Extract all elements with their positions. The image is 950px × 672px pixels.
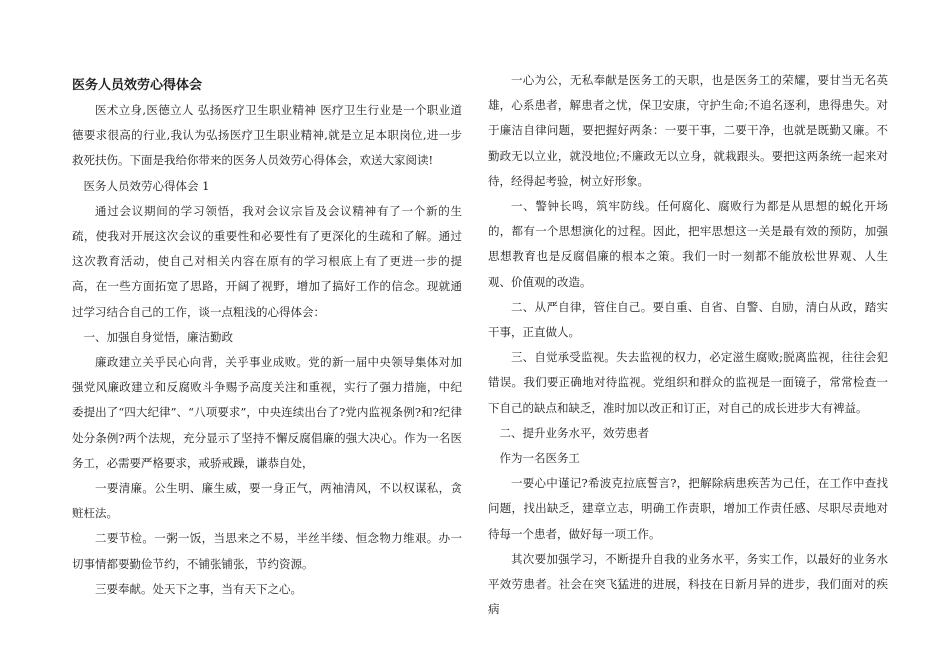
subheading: 一、加强自身觉悟，廉洁勤政 xyxy=(83,329,233,344)
subheading: 作为一名医务工 xyxy=(499,451,580,466)
document-title: 医务人员效劳心得体会 xyxy=(72,78,203,93)
paragraph: 廉政建立关乎民心向背，关乎事业成败。党的新一届中央领导集体对加强党风廉政建立和反腐败斗争赐予高度关注和重视，实行了强力措施，中纪委提出了“四大纪律”、“八项要求”，中央连续出台了?党内监视条例?和?纪律处分条例?两个法规，充分显示了坚持不懈反腐倡廉的强大决心。作为一名医务工，必需要严格要求，戒骄戒躁，谦恭自处， xyxy=(72,355,462,470)
paragraph: 通过会议期间的学习领悟，我对会议宗旨及会议精神有了一个新的生疏，使我对开展这次会议的重要性和必要性有了更深化的生疏和了解。通过这次教育活动，使自己对相关内容在原有的学习根底上有了更进一步的提高，在一些方面拓宽了思路，开阔了视野，增加了搞好工作的信念。现就通过学习结合自己的工作，谈一点粗浅的心得体会： xyxy=(72,203,462,319)
intro-paragraph: 医术立身,医德立人 弘扬医疗卫生职业精神 医疗卫生行业是一个职业道德要求很高的行业,我认为弘扬医疗卫生职业精神,就是立足本职岗位,进一步救死扶伤。下面是我给你带来的医务人员效劳心得体会，欢送大家阅读! xyxy=(72,103,462,168)
paragraph: 一要心中谨记?希波克拉底誓言?，把解除病患疾苦为己任，在工作中查找问题，找出缺乏，建章立志，明确工作责职，增加工作责任感、尽职尽责地对待每一个患者，做好每一项工作。 xyxy=(488,476,888,541)
paragraph: 二、从严自律，管住自己。要自重、自省、自警、自励，清白从政，踏实干事，正直做人。 xyxy=(488,299,888,340)
section-title: 医务人员效劳心得体会 1 xyxy=(83,178,210,193)
paragraph: 其次要加强学习，不断提升自我的业务水平，务实工作，以最好的业务水平效劳患者。社会在突飞猛进的进展，科技在日新月异的进步，我们面对的疾病 xyxy=(488,551,888,617)
paragraph: 一心为公，无私奉献是医务工的天职，也是医务工的荣耀，要甘当无名英雄，心系患者，解患者之忧，保卫安康，守护生命;不追名逐利，患得患失。对于廉洁自律问题，要把握好两条：一要干事，二要干净，也就是既勤又廉。不勤政无以立业，就没地位;不廉政无以立身，就栽跟头。要把这两条统一起来对待，经得起考验，树立好形象。 xyxy=(488,73,888,188)
paragraph: 一、警钟长鸣，筑牢防线。任何腐化、腐败行为都是从思想的蜕化开场的，都有一个思想演化的过程。因此，把牢思想这一关是最有效的预防，加强思想教育也是反腐倡廉的根本之策。我们一时一刻都不能放松世界观、人生观、价值观的改造。 xyxy=(488,199,888,289)
paragraph: 三、自觉承受监视。失去监视的权力，必定滋生腐败;脱离监视，往往会犯错误。我们要正确地对待监视。党组织和群众的监视是一面镜子，常常检查一下自己的缺点和缺乏，准时加以改正和订正，对自己的成长进步大有裨益。 xyxy=(488,350,888,415)
right-column xyxy=(488,68,888,622)
paragraph: 一要清廉。公生明、廉生威，要一身正气，两袖清风，不以权谋私，贪赃枉法。 xyxy=(72,481,462,521)
paragraph: 二要节检。一粥一饭，当思来之不易，半丝半缕、恒念物力维艰。办一切事情都要勤俭节约，不铺张铺张，节约资源。 xyxy=(72,531,462,571)
left-column xyxy=(72,74,462,602)
subheading: 二、提升业务水平，效劳患者 xyxy=(499,425,649,440)
paragraph: 三要奉献。处天下之事，当有天下之心。 xyxy=(95,581,302,596)
